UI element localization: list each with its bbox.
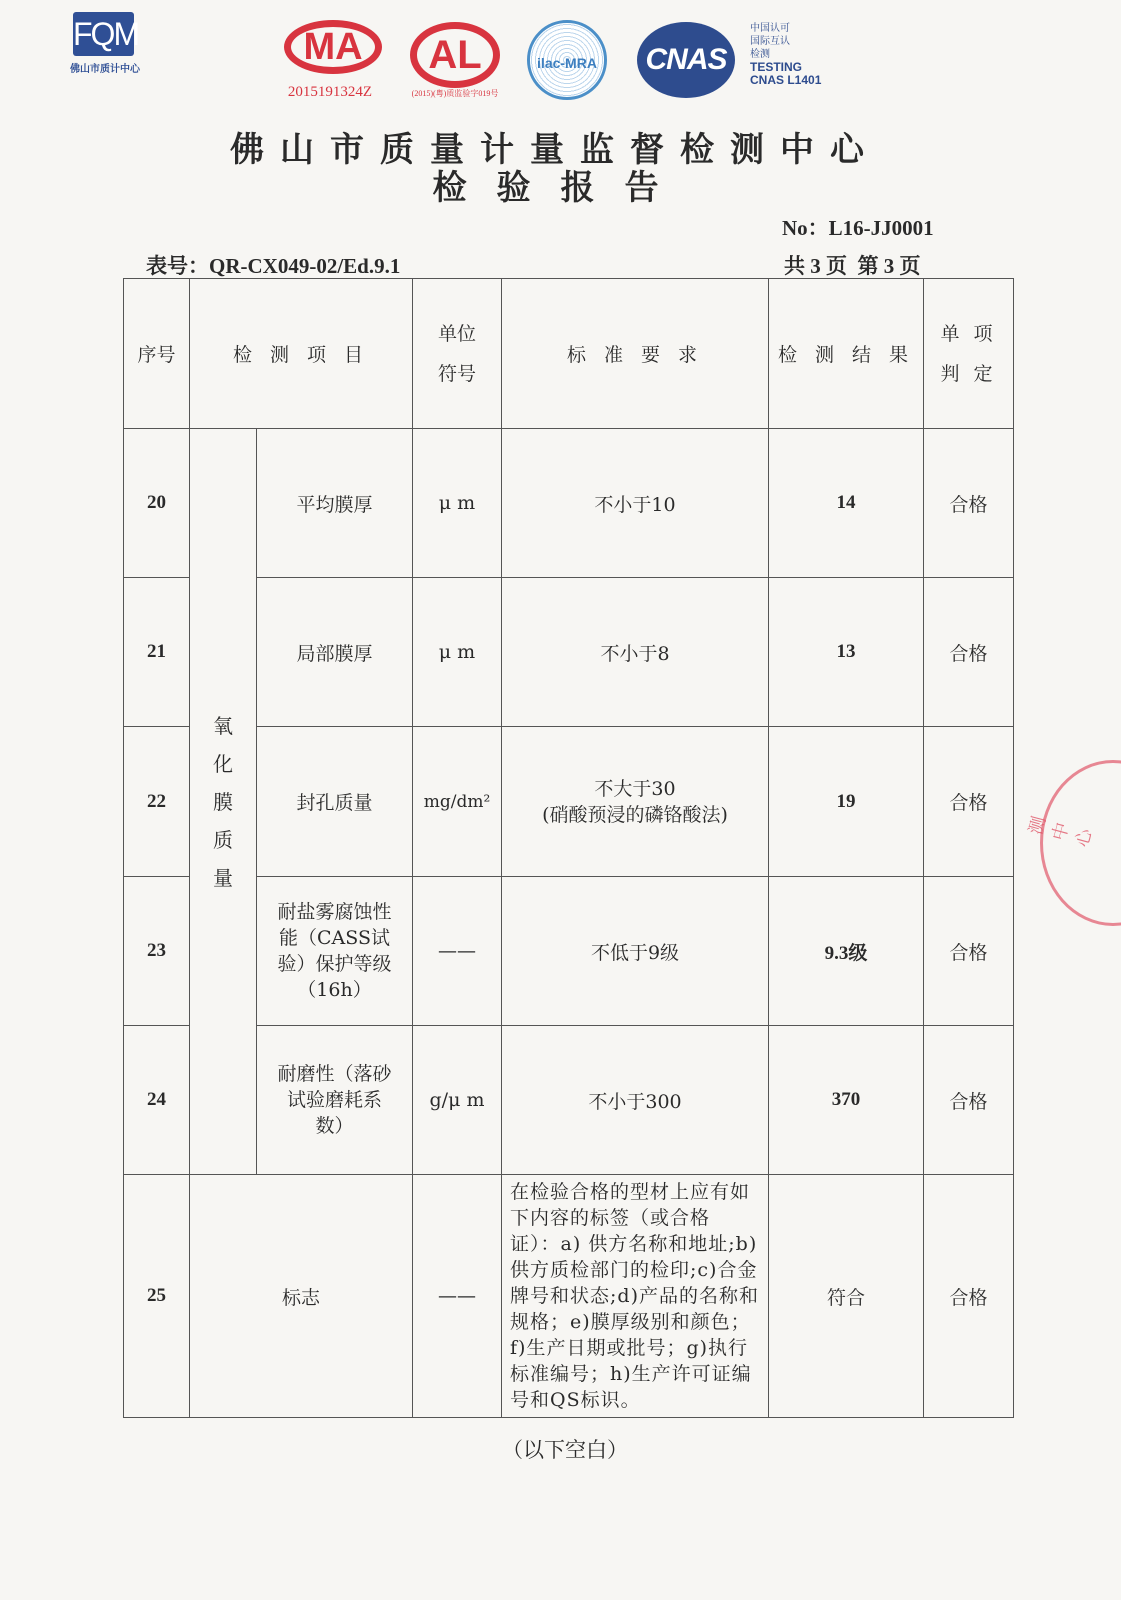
row-requirement: 在检验合格的型材上应有如下内容的标签（或合格证）：a) 供方名称和地址;b)供方质检部门的检印;c)合金牌号和状态;d)产品的名称和规格；e)膜厚级别和颜色；f)生产日期或批号；g)执行标准编号；h)生产许可证编号和QS标识。 [502, 1175, 769, 1418]
row-verdict: 合格 [924, 877, 1014, 1026]
cnas-line: 国际互认 [750, 36, 790, 47]
report-number-value: L16-JJ0001 [828, 216, 934, 240]
row-no: 23 [124, 877, 190, 1026]
row-no: 24 [124, 1026, 190, 1175]
group-label-oxide-film-quality [190, 429, 257, 1175]
table-row [124, 429, 1014, 578]
row-unit: μ m [413, 578, 502, 727]
row-unit: —— [413, 1175, 502, 1418]
header-unit-line: 符号 [437, 362, 476, 385]
form-number [146, 250, 400, 280]
blank-below-note: （以下空白） [502, 1438, 628, 1462]
row-verdict: 合格 [924, 727, 1014, 877]
row-result: 370 [769, 1026, 924, 1175]
cnas-logo: CNAS [637, 22, 735, 98]
header-verdict-line: 判 定 [940, 362, 997, 385]
table-row [124, 1026, 1014, 1175]
row-item: 封孔质量 [257, 727, 413, 877]
row-item: 耐盐雾腐蚀性能（CASS试验）保护等级（16h） [257, 877, 413, 1026]
header-requirement: 标 准 要 求 [502, 279, 769, 429]
row-requirement [502, 727, 769, 877]
cnas-line: 中国认可 [750, 23, 790, 34]
form-number-value: QR-CX049-02/Ed.9.1 [209, 254, 401, 278]
row-no: 21 [124, 578, 190, 727]
fqm-logo: FQM [73, 12, 134, 56]
org-title: 佛山市质量计量监督检测中心 [230, 130, 880, 170]
page-count: 共 3 页 第 3 页 [784, 254, 921, 278]
cma-logo: MA [284, 20, 382, 74]
header-verdict [924, 279, 1014, 429]
group-char: 化 [213, 751, 233, 776]
row-verdict: 合格 [924, 429, 1014, 578]
table-row [124, 1175, 1014, 1418]
table-header-row [124, 279, 1014, 429]
group-char: 膜 [213, 789, 233, 814]
row-no: 20 [124, 429, 190, 578]
row-item: 平均膜厚 [257, 429, 413, 578]
report-number-label: No： [782, 216, 829, 240]
group-char: 量 [213, 865, 233, 890]
row-unit: g/μ m [413, 1026, 502, 1175]
table-row [124, 877, 1014, 1026]
cnas-line: 检测 [750, 49, 770, 60]
cnas-accreditation-text [750, 22, 821, 87]
row-item: 局部膜厚 [257, 578, 413, 727]
cnas-line: CNAS L1401 [750, 73, 822, 87]
requirement-main: 不大于30 [594, 777, 676, 800]
row-unit: —— [413, 877, 502, 1026]
row-unit: μ m [413, 429, 502, 578]
header-unit-line: 单位 [437, 322, 476, 345]
header-item: 检 测 项 目 [190, 279, 413, 429]
row-no: 25 [124, 1175, 190, 1418]
header-result: 检 测 结 果 [769, 279, 924, 429]
inspection-table [123, 278, 1014, 1418]
report-number [782, 212, 934, 242]
ilac-mra-logo: ilac-MRA [527, 20, 607, 100]
row-no: 22 [124, 727, 190, 877]
cal-code: (2015)(粤)质监验字019号 [411, 89, 499, 98]
group-char: 质 [213, 827, 233, 852]
row-verdict: 合格 [924, 1175, 1014, 1418]
row-result: 9.3级 [769, 877, 924, 1026]
requirement-note: (硝酸预浸的磷铬酸法) [542, 803, 728, 826]
header-unit [413, 279, 502, 429]
row-result: 14 [769, 429, 924, 578]
row-requirement: 不小于8 [502, 578, 769, 727]
row-result: 19 [769, 727, 924, 877]
row-result: 符合 [769, 1175, 924, 1418]
table-row [124, 578, 1014, 727]
header-verdict-line: 单 项 [940, 322, 997, 345]
fqm-subtitle: 佛山市质计中心 [70, 64, 140, 75]
row-result: 13 [769, 578, 924, 727]
row-item: 耐磨性（落砂试验磨耗系数） [257, 1026, 413, 1175]
seal-text: 测中心 [1025, 814, 1097, 850]
header-no: 序号 [124, 279, 190, 429]
report-title: 检验报告 [432, 168, 689, 208]
row-item: 标志 [190, 1175, 413, 1418]
cnas-line: TESTING [750, 60, 803, 74]
row-verdict: 合格 [924, 578, 1014, 727]
cma-code: 2015191324Z [287, 84, 373, 100]
cal-logo: AL [410, 22, 500, 88]
row-verdict: 合格 [924, 1026, 1014, 1175]
group-char: 氧 [213, 713, 233, 738]
row-requirement: 不小于10 [502, 429, 769, 578]
table-row [124, 727, 1014, 877]
form-number-label: 表号： [146, 254, 209, 278]
row-unit: mg/dm² [413, 727, 502, 877]
row-requirement: 不小于300 [502, 1026, 769, 1175]
row-requirement: 不低于9级 [502, 877, 769, 1026]
